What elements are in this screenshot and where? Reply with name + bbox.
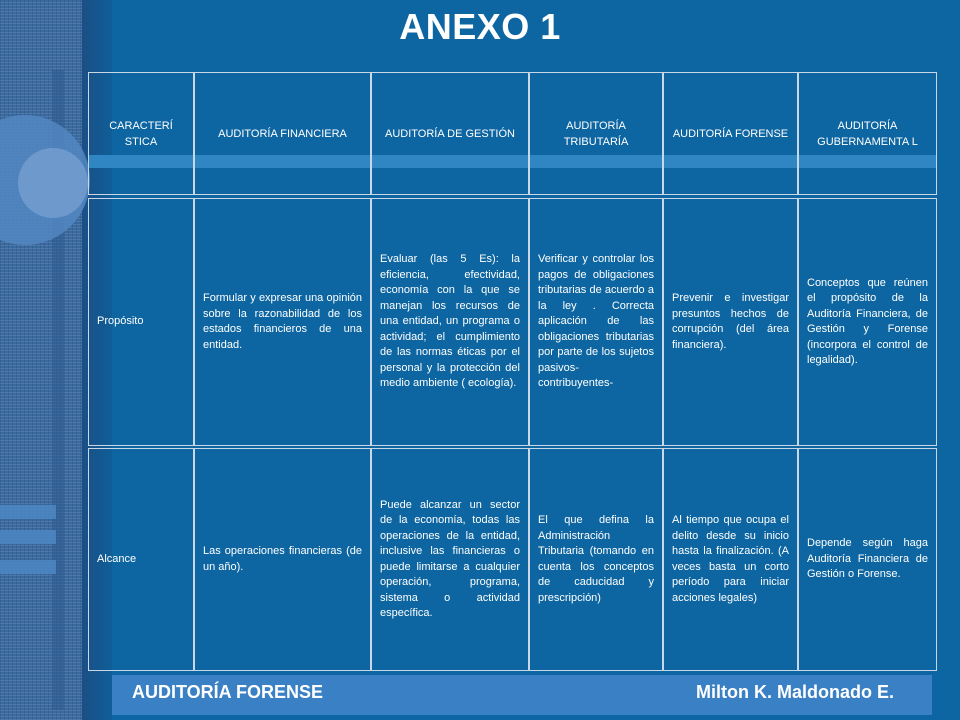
table-cell (371, 448, 529, 671)
decorative-bar (0, 560, 56, 574)
header-cell-gubernamental (798, 72, 937, 195)
table-cell (194, 198, 371, 446)
header-cell-caracteristica (88, 72, 194, 195)
row-label: Propósito (97, 315, 144, 328)
header-cell-forense (663, 72, 798, 195)
row-label: Alcance (97, 552, 137, 565)
cell-text: Evaluar (las 5 Es): la eficiencia, efectividad, economía con la que se manejan los recursos de una entidad, un programa o actividad; el cumplimiento de las normas éticas por el personal y la protección del medio ambiente ( ecología). (380, 253, 520, 390)
table-cell (529, 448, 663, 671)
table-cell (798, 448, 937, 671)
decorative-bar (0, 505, 56, 519)
decorative-bar (0, 530, 56, 544)
table-cell (663, 198, 798, 446)
cell-text: Conceptos que reúnen el propósito de la Auditoría Financiera, de Gestión y Forense (incorpora el control de legalidad). (807, 276, 928, 366)
header-cell-tributaria (529, 72, 663, 195)
footer-title: AUDITORÍA FORENSE (132, 682, 324, 702)
table-cell (663, 448, 798, 671)
cell-text: Las operaciones financieras (de un año). (203, 545, 362, 573)
table-cell (194, 448, 371, 671)
table-cell (371, 198, 529, 446)
header-label: AUDITORÍA FORENSE (672, 127, 789, 140)
footer-author: Milton K. Maldonado E. (696, 682, 894, 702)
header-label: AUDITORÍA GUBERNAMENTA L (817, 119, 918, 148)
cell-text: Prevenir e investigar presuntos hechos de corrupción (del área financiera). (672, 292, 789, 351)
cell-text: Puede alcanzar un sector de la economía, todas las operaciones de la entidad, inclusive las financieras o puede limitarse a cualquier operación, programa, sistema o actividad específica. (380, 498, 520, 619)
header-label: AUDITORÍA FINANCIERA (218, 127, 347, 140)
header-cell-gestion (371, 72, 529, 195)
header-label: AUDITORÍA DE GESTIÓN (385, 127, 515, 140)
row-label-proposito (88, 198, 194, 446)
cell-text: El que defina la Administración Tributaria (tomando en cuenta los conceptos de caducidad y prescripción) (538, 514, 654, 604)
cell-text: Depende según haga Auditoría Financiera de Gestión o Forense. (807, 537, 928, 581)
cell-text: Verificar y controlar los pagos de obligaciones tributarias de acuerdo a la ley . Correcta aplicación de las obligaciones tributarias por parte de los sujetos pasivos- contribuyentes- (538, 253, 654, 390)
decorative-circle-small (18, 148, 88, 218)
table-cell (529, 198, 663, 446)
left-decorative-strip (0, 0, 82, 720)
row-label-alcance (88, 448, 194, 671)
cell-text: Al tiempo que ocupa el delito desde su inicio hasta la finalización. (A veces basta un corto período para iniciar acciones legales) (672, 514, 789, 604)
slide-title: ANEXO 1 (399, 6, 561, 47)
cell-text: Formular y expresar una opinión sobre la razonabilidad de los estados financieros de una entidad. (203, 292, 362, 351)
table-cell (798, 198, 937, 446)
header-label: AUDITORÍA TRIBUTARÍA (563, 119, 629, 148)
header-cell-financiera (194, 72, 371, 195)
header-label: CARACTERÍ STICA (109, 119, 173, 148)
